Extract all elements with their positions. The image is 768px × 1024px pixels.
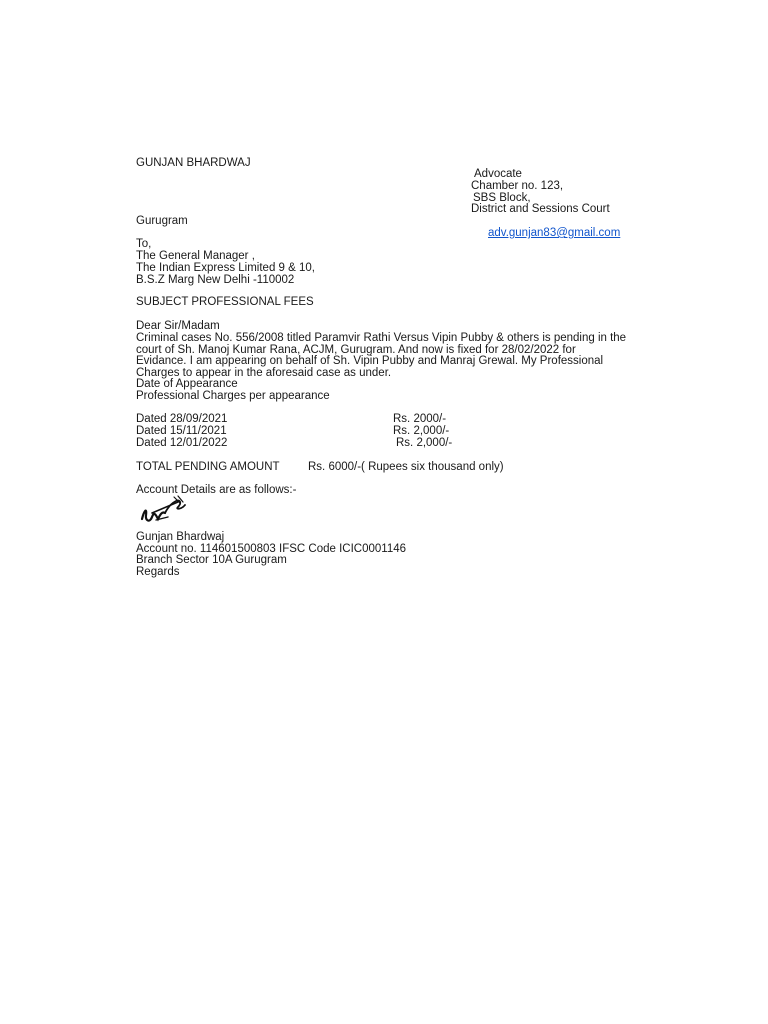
- body-line-5: Date of Appearance: [136, 378, 238, 390]
- closing: Regards: [136, 566, 180, 578]
- recipient-line-2: The Indian Express Limited 9 & 10,: [136, 262, 315, 274]
- body-line-4: Charges to appear in the aforesaid case as under.: [136, 367, 392, 379]
- sender-city: Gurugram: [136, 215, 188, 227]
- sender-address-line-2: SBS Block,: [473, 192, 531, 204]
- body-line-6: Professional Charges per appearance: [136, 390, 330, 402]
- total-value: Rs. 6000/-( Rupees six thousand only): [308, 461, 504, 473]
- recipient-line-3: B.S.Z Marg New Delhi -110002: [136, 274, 295, 286]
- sender-name: GUNJAN BHARDWAJ: [136, 157, 251, 169]
- fee-date-3: Dated 12/01/2022: [136, 437, 228, 449]
- sender-title: Advocate: [474, 168, 522, 180]
- fee-date-1: Dated 28/09/2021: [136, 413, 228, 425]
- fee-amount-3: Rs. 2,000/-: [396, 437, 453, 449]
- fee-date-2: Dated 15/11/2021: [136, 425, 227, 437]
- recipient-to: To,: [136, 238, 152, 250]
- account-intro: Account Details are as follows:-: [136, 484, 297, 496]
- body-line-1: Criminal cases No. 556/2008 titled Paramvir Rathi Versus Vipin Pubby & others is pending in the: [136, 332, 627, 344]
- signature-image: [138, 493, 190, 527]
- account-branch: Branch Sector 10A Gurugram: [136, 554, 287, 566]
- salutation: Dear Sir/Madam: [136, 320, 220, 332]
- total-label: TOTAL PENDING AMOUNT: [136, 461, 280, 473]
- sender-address-line-3: District and Sessions Court: [471, 203, 610, 215]
- body-line-3: Evidance. I am appearing on behalf of Sh. Vipin Pubby and Manraj Grewal. My Professional: [136, 355, 604, 367]
- recipient-line-1: The General Manager ,: [136, 250, 255, 262]
- sender-address-line-1: Chamber no. 123,: [471, 180, 564, 192]
- account-number: Account no. 114601500803 IFSC Code ICIC0001146: [136, 543, 407, 555]
- subject-line: SUBJECT PROFESSIONAL FEES: [136, 296, 314, 308]
- email-link[interactable]: adv.gunjan83@gmail.com: [488, 227, 621, 239]
- fee-amount-1: Rs. 2000/-: [393, 413, 447, 425]
- fee-amount-2: Rs. 2,000/-: [393, 425, 450, 437]
- account-name: Gunjan Bhardwaj: [136, 531, 225, 543]
- body-line-2: court of Sh. Manoj Kumar Rana, ACJM, Gurugram. And now is fixed for 28/02/2022 for: [136, 344, 576, 356]
